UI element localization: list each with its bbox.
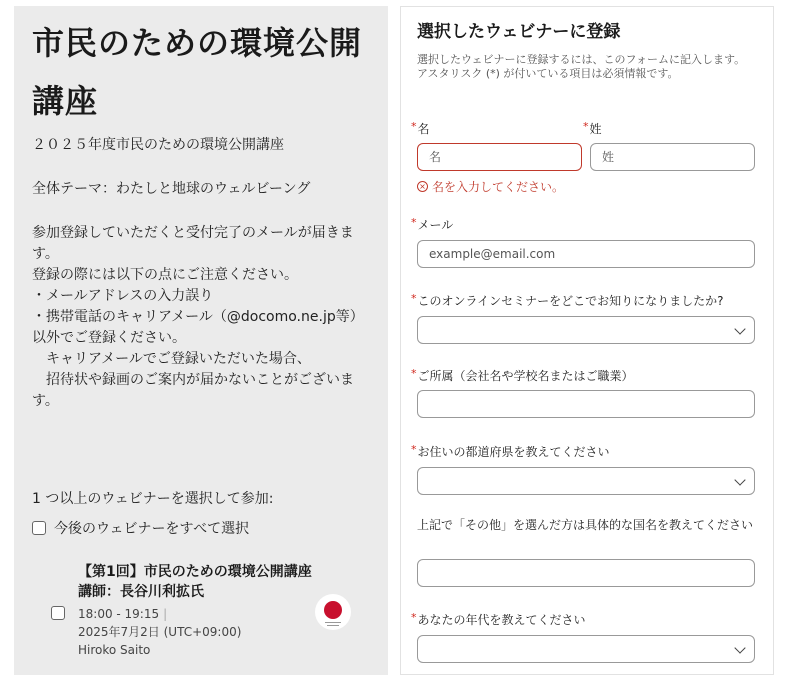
other-country-input[interactable] bbox=[417, 559, 755, 587]
required-mark: * bbox=[411, 120, 417, 133]
source-label: *このオンラインセミナーをどこでお知りになりましたか? bbox=[411, 292, 724, 308]
error-icon: × bbox=[417, 181, 428, 192]
source-select[interactable] bbox=[417, 316, 755, 344]
notice-line: キャリアメールでご登録いただいた場合、 bbox=[32, 351, 311, 367]
webinar-info-panel bbox=[14, 6, 388, 675]
affiliation-input[interactable] bbox=[417, 390, 755, 418]
prefecture-select[interactable] bbox=[417, 467, 755, 495]
email-input[interactable]: example@email.com bbox=[417, 240, 755, 268]
notice-line: 招待状や録画のご案内が届かないことがございます。 bbox=[32, 372, 354, 409]
theme-text: 全体テーマ：わたしと地球のウェルビーング bbox=[32, 181, 311, 197]
notice-line: 登録の際には以下の点にご注意ください。 bbox=[32, 267, 298, 283]
notice-line: ・携帯電話のキャリアメール（@docomo.ne.jp等）以外でご登録ください。 bbox=[32, 309, 364, 346]
prefecture-label: *お住いの都道府県を教えてください bbox=[411, 443, 610, 459]
affiliation-label: *ご所属（会社名や学校名またはご職業） bbox=[411, 367, 634, 383]
form-title: 選択したウェビナーに登録 bbox=[417, 22, 621, 42]
age-select[interactable] bbox=[417, 635, 755, 663]
select-all-label: 今後のウェビナーをすべて選択 bbox=[54, 521, 250, 537]
chevron-down-icon bbox=[734, 323, 745, 334]
select-all-checkbox[interactable] bbox=[32, 521, 46, 535]
select-webinars-label: 1 つ以上のウェビナーを選択して参加: bbox=[32, 491, 274, 507]
registration-notice bbox=[32, 223, 376, 412]
select-all-webinars[interactable] bbox=[32, 518, 249, 538]
first-name-label: *名 bbox=[411, 120, 430, 136]
required-mark: * bbox=[583, 120, 589, 133]
chevron-down-icon bbox=[734, 474, 745, 485]
last-name-label: *姓 bbox=[583, 120, 602, 136]
registration-form bbox=[400, 6, 774, 675]
email-label: *メール bbox=[411, 216, 454, 232]
form-intro: 選択したウェビナーに登録するには、このフォームに記入します。アスタリスク (*) が付いている項目は必須情報です。 bbox=[417, 53, 746, 80]
notice-line: 参加登録していただくと受付完了のメールが届きます。 bbox=[32, 225, 354, 262]
organization-logo bbox=[315, 594, 351, 630]
webinar-time-row: 18:00 - 19:15 | bbox=[78, 607, 168, 621]
webinar-host: Hiroko Saito bbox=[78, 643, 151, 657]
chevron-down-icon bbox=[734, 642, 745, 653]
first-name-input[interactable]: 名 bbox=[417, 143, 582, 171]
webinar-checkbox[interactable] bbox=[51, 606, 65, 620]
age-label: *あなたの年代を教えてください bbox=[411, 611, 586, 627]
webinar-date: 2025年7月2日 (UTC+09:00) bbox=[78, 625, 242, 639]
page-title: 市民のための環境公開講座 bbox=[32, 24, 363, 120]
notice-line: ・メールアドレスの入力誤り bbox=[32, 288, 214, 304]
webinar-title: 【第1回】市民のための環境公開講座 講師：長谷川利拡氏 bbox=[78, 564, 326, 600]
first-name-error: × 名を入力してください。 bbox=[417, 178, 564, 195]
last-name-input[interactable]: 姓 bbox=[590, 143, 755, 171]
event-name: ２０２５年度市民のための環境公開講座 bbox=[32, 137, 284, 153]
other-country-label: 上記で「その他」を選んだ方は具体的な国名を教えてください bbox=[417, 518, 754, 532]
webinar-time: 18:00 - 19:15 bbox=[78, 607, 160, 621]
